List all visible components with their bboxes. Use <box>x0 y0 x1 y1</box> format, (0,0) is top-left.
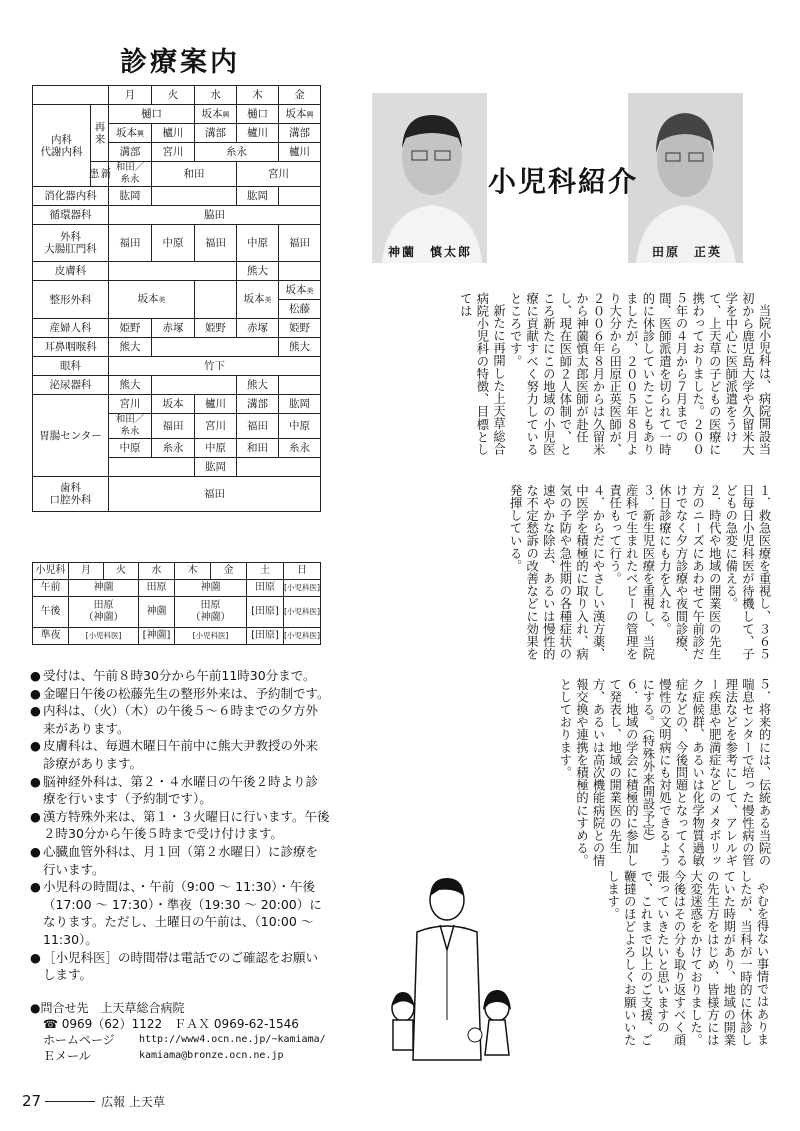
table-cell: [小児科医] <box>69 628 139 645</box>
table-cell: 坂本美 <box>279 281 321 300</box>
table-row <box>33 187 321 206</box>
bullet-icon: ● <box>30 949 41 965</box>
ped-header: 月 <box>69 563 104 580</box>
table-cell: 坂本興 <box>109 124 152 143</box>
table-cell: 和田 <box>152 162 237 187</box>
ped-header: 火 <box>104 563 139 580</box>
table-cell: 中原 <box>152 225 195 262</box>
ped-label: 午前 <box>33 580 69 597</box>
table-cell: 中原 <box>109 439 152 458</box>
table-cell <box>279 376 321 395</box>
table-row <box>33 376 321 395</box>
table-cell: 田原 <box>139 580 175 597</box>
list-item: ● 脳神経外科は、第２・４水曜日の午後２時より診療を行います（予約制です）。 <box>30 773 319 807</box>
list-item: ６．地域の学会に積極的に参加して発表し、地域の開業医の先生方、あるいは高次機能病院との情報交換や連携を積極的にすめる。 <box>574 678 639 867</box>
table-cell: [小児科医] <box>284 597 321 628</box>
table-cell: 田原 <box>247 580 284 597</box>
table-cell: 溝部 <box>195 124 237 143</box>
table-cell: 坂本美 <box>109 281 195 319</box>
bullet-icon: ● <box>30 808 41 824</box>
bullet-icon: ● <box>30 668 41 683</box>
table-cell: 熊大 <box>109 376 152 395</box>
ped-header: 木 <box>175 563 211 580</box>
table-cell <box>109 458 195 477</box>
table-cell: 脇田 <box>109 206 321 225</box>
table-row <box>33 281 321 300</box>
table-cell <box>279 187 321 206</box>
table-cell: 福田 <box>279 225 321 262</box>
list-item: ２．時代や地域の開業医の先生方のニーズにあわせて午前診だけでなく夕方診療や夜間診療、休日診療にも力を入れる。 <box>657 484 722 661</box>
table-cell: 中原 <box>237 225 279 262</box>
ped-label: 準夜 <box>33 628 69 645</box>
table-cell: [小児科医] <box>175 628 247 645</box>
table-cell: 神薗 <box>139 597 175 628</box>
table-cell: 宮川 <box>195 414 237 439</box>
table-cell: 姫野 <box>195 319 237 338</box>
list-item: としております。 <box>557 678 572 779</box>
table-cell: 糸永 <box>279 439 321 458</box>
page-title: 診療案内 <box>120 47 240 78</box>
table-row <box>33 105 321 124</box>
dept-label: 産婦人科 <box>33 319 109 338</box>
table-row <box>33 206 321 225</box>
dept-label: 内科 代謝内科 <box>33 105 91 187</box>
dept-label: 整形外科 <box>33 281 109 319</box>
table-cell <box>237 458 321 477</box>
table-cell: 坂本興 <box>195 105 237 124</box>
table-cell: 田原 （神薗） <box>69 597 139 628</box>
contact-block <box>30 1000 330 1064</box>
ped-header: 小児科 <box>33 563 69 580</box>
person-illustration <box>372 93 487 263</box>
table-row <box>33 262 321 281</box>
table-cell: 神薗 <box>175 580 247 597</box>
table-row <box>33 395 321 414</box>
table-cell <box>195 281 237 319</box>
divider <box>45 1101 95 1102</box>
table-row <box>33 477 321 512</box>
dept-label: 耳鼻咽喉科 <box>33 338 109 357</box>
table-cell: 宮川 <box>152 143 195 162</box>
table-cell: 宮川 <box>237 162 321 187</box>
table-cell: 肱岡 <box>279 395 321 414</box>
table-cell: 溝部 <box>109 143 152 162</box>
email-label: Ｅメール <box>43 1049 91 1063</box>
bullet-icon: ● <box>30 843 41 859</box>
table-cell: 田原 （神薗） <box>175 597 247 628</box>
table-cell: 熊大 <box>237 262 279 281</box>
table-row <box>33 597 321 628</box>
table-cell: 竹下 <box>109 357 321 376</box>
ped-header: 日 <box>284 563 321 580</box>
list-item: ● 小児科の時間は、・午前（9:00 ～ 11:30）・午後（17:00 ～ 17:30）・準夜（19:30 ～ 20:00）になります。ただし、土曜日の午前は、（10:00 ～ 11:30）。 <box>30 879 322 947</box>
table-cell: 中原 <box>279 414 321 439</box>
page-number: 27 <box>22 1092 42 1110</box>
article-intro: 当院小児科は、病院開設当初から鹿児島大学や久留米大学を中心に医師派遣をうけて、上天草の子どもの医療に携わっておりました。２００５年の４月から７月までの間、医師派遣を切られて一時的に休診していたこともありましたが、２００５年８月より大分から田原正英医師が、２００６年８月からは久留米から神薗慎太郎医師が赴任し、現在医師２人体制で、ところ新たにこの地域の小児医療に貢献すべく努力しているところです。 新たに再開した上天草総合病院小児科の特徴、目標としては <box>458 292 771 456</box>
table-cell: [小児科医] <box>284 580 321 597</box>
article-list-1 <box>372 484 772 669</box>
table-cell: 坂本美 <box>237 281 279 319</box>
ped-header: 水 <box>139 563 175 580</box>
doctor-photo-tahara <box>628 93 743 263</box>
table-row <box>33 357 321 376</box>
sub-label: 再来 <box>91 105 109 162</box>
doctor-kids-icon <box>385 870 525 1070</box>
table-cell: 姫野 <box>279 319 321 338</box>
table-cell: 姫野 <box>109 319 152 338</box>
table-cell <box>109 262 237 281</box>
table-cell: 赤塚 <box>237 319 279 338</box>
table-cell: 福田 <box>109 477 321 512</box>
dept-label: 循環器科 <box>33 206 109 225</box>
table-cell: 和田／ 糸永 <box>109 162 152 187</box>
ped-header: 土 <box>247 563 284 580</box>
doctor-name-tahara: 田原 正英 <box>652 245 723 259</box>
day-header: 月 <box>109 86 152 105</box>
table-cell: 中原 <box>195 439 237 458</box>
list-item: ● 心臓血管外科は、月１回（第２水曜日）に診療を行います。 <box>30 843 319 877</box>
table-cell: 糸永 <box>152 439 195 458</box>
table-cell: [神薗] <box>139 628 175 645</box>
sub-label: 新患 <box>91 162 109 187</box>
article-closing: やむを得ない事情ではありましたが、当科が一時的に休診していた時期があり、地域の開業の先生方をはじめ、皆様方には大変迷惑をかけておりました。今後はその分も取り返すべく頑張っていきたいと思いますので、これまで以上のご支援、ご鞭撻のほどよろしくお願いいたします。 <box>605 870 769 1047</box>
table-cell <box>152 376 237 395</box>
day-header: 金 <box>279 86 321 105</box>
dept-label: 胃腸センター <box>33 395 109 477</box>
table-cell: 和田 <box>237 439 279 458</box>
list-item: ５．将来的には、伝統ある当院の喘息センターで培った慢性病の管理法などを参考にして、アレルギー疾患や肥満症などのメタボリック症候群、あるいは化学物質過敏症などの、今後問題となってくる慢性の文明病にも対処できるようにする。（特殊外来開設予定） <box>640 678 771 867</box>
table-cell: 樋口 <box>237 105 279 124</box>
notes-list <box>30 667 330 984</box>
table-cell: [田原] <box>247 628 284 645</box>
email-link[interactable]: kamiama@bronze.ocn.ne.jp <box>139 1050 284 1061</box>
table-cell: 櫨川 <box>279 143 321 162</box>
table-cell: 福田 <box>195 225 237 262</box>
table-cell: [小児科医] <box>284 628 321 645</box>
day-header: 水 <box>195 86 237 105</box>
table-row <box>33 319 321 338</box>
table-cell: 熊大 <box>237 376 279 395</box>
table-cell: 肱岡 <box>195 458 237 477</box>
table-cell: 坂本 <box>152 395 195 414</box>
table-cell: 福田 <box>152 414 195 439</box>
table-cell: 櫨川 <box>195 395 237 414</box>
bullet-icon: ● <box>30 703 41 719</box>
table-row <box>33 86 321 105</box>
doctor-photo-kamizono <box>372 93 487 263</box>
table-cell: 熊大 <box>109 338 152 357</box>
list-item: ３．新生児医療を重視し、当院産科で生まれたベビーの管理を責任もって行う。 <box>607 484 655 661</box>
table-cell: [田原] <box>247 597 284 628</box>
dept-label: 外科 大腸肛門科 <box>33 225 109 262</box>
table-row <box>33 338 321 357</box>
table-cell: 肱岡 <box>109 187 152 206</box>
homepage-label: ホームページ <box>43 1033 115 1047</box>
table-cell: 神薗 <box>69 580 139 597</box>
table-cell: 福田 <box>237 414 279 439</box>
list-item: ● 漢方特殊外来は、第１・３火曜日に行います。午後２時30分から午後５時まで受け付けます。 <box>30 808 330 842</box>
dept-label: 眼科 <box>33 357 109 376</box>
clinic-schedule-table <box>32 85 321 512</box>
table-row <box>33 580 321 597</box>
table-cell: 福田 <box>109 225 152 262</box>
list-item: ● 皮膚科は、毎週木曜日午前中に熊大尹教授の外来診療があります。 <box>30 738 319 771</box>
list-item: ● 金曜日午後の松藤先生の整形外来は、予約制です。 <box>30 685 330 701</box>
list-item: ４．からだにやさしい漢方薬、中医学を積極的に取り入れ、病気の予防や急性期の各種症状の速やかな除去、あるいは慢性的な不定愁訴の改善などに効果を発揮している。 <box>508 484 606 661</box>
table-cell: 松藤 <box>279 300 321 319</box>
dept-label: 泌尿器科 <box>33 376 109 395</box>
bullet-icon: ● <box>30 773 41 789</box>
table-cell: 櫨川 <box>152 124 195 143</box>
table-cell: 糸永 <box>195 143 279 162</box>
list-item: ● ［小児科医］の時間帯は電話でのご確認をお願いします。 <box>30 949 319 983</box>
list-item: ● 内科は、（火）（木）の午後５～６時までの夕方外来があります。 <box>30 703 319 736</box>
table-cell <box>152 338 279 357</box>
dept-label: 皮膚科 <box>33 262 109 281</box>
contact-label: ●問合せ先 上天草総合病院 <box>30 1001 185 1015</box>
day-header: 火 <box>152 86 195 105</box>
list-item: ● 受付は、午前８時30分から午前11時30分まで。 <box>30 668 316 683</box>
phone-fax: ☎ 0969（62）1122 ＦＡＸ 0969-62-1546 <box>43 1017 299 1031</box>
table-cell <box>152 187 237 206</box>
table-cell: 宮川 <box>109 395 152 414</box>
pediatrics-schedule-table <box>32 562 321 645</box>
table-cell: 溝部 <box>279 124 321 143</box>
table-cell: 櫨川 <box>237 124 279 143</box>
table-cell: 坂本興 <box>279 105 321 124</box>
article-list-2 <box>372 678 772 868</box>
homepage-link[interactable]: http://www4.ocn.ne.jp/~kamiama/ <box>139 1034 326 1045</box>
list-item: １．救急医療を重視し、３６５日毎日小児科医が待機して、子どもの急変に備える。 <box>723 484 771 661</box>
bullet-icon: ● <box>30 685 41 701</box>
dept-label: 消化器内科 <box>33 187 109 206</box>
dept-label: 歯科 口腔外科 <box>33 477 109 512</box>
person-illustration <box>628 93 743 263</box>
bullet-icon: ● <box>30 738 41 754</box>
table-cell: 肱岡 <box>237 187 279 206</box>
table-cell: 和田／ 糸永 <box>109 414 152 439</box>
table-cell: 溝部 <box>237 395 279 414</box>
bullet-icon: ● <box>30 879 41 895</box>
section-title: 小児科紹介 <box>488 165 639 198</box>
table-cell: 樋口 <box>109 105 195 124</box>
doctor-children-illustration <box>385 870 525 1070</box>
ped-header: 金 <box>211 563 247 580</box>
doctor-name-kamizono: 神薗 慎太郎 <box>388 245 473 259</box>
table-row <box>33 563 321 580</box>
table-row <box>33 628 321 645</box>
publication-name: 広報 上天草 <box>101 1094 165 1109</box>
table-cell <box>279 262 321 281</box>
table-cell: 熊大 <box>279 338 321 357</box>
day-header: 木 <box>237 86 279 105</box>
ped-label: 午後 <box>33 597 69 628</box>
table-row <box>33 225 321 262</box>
table-cell: 赤塚 <box>152 319 195 338</box>
page-footer <box>22 1092 165 1110</box>
